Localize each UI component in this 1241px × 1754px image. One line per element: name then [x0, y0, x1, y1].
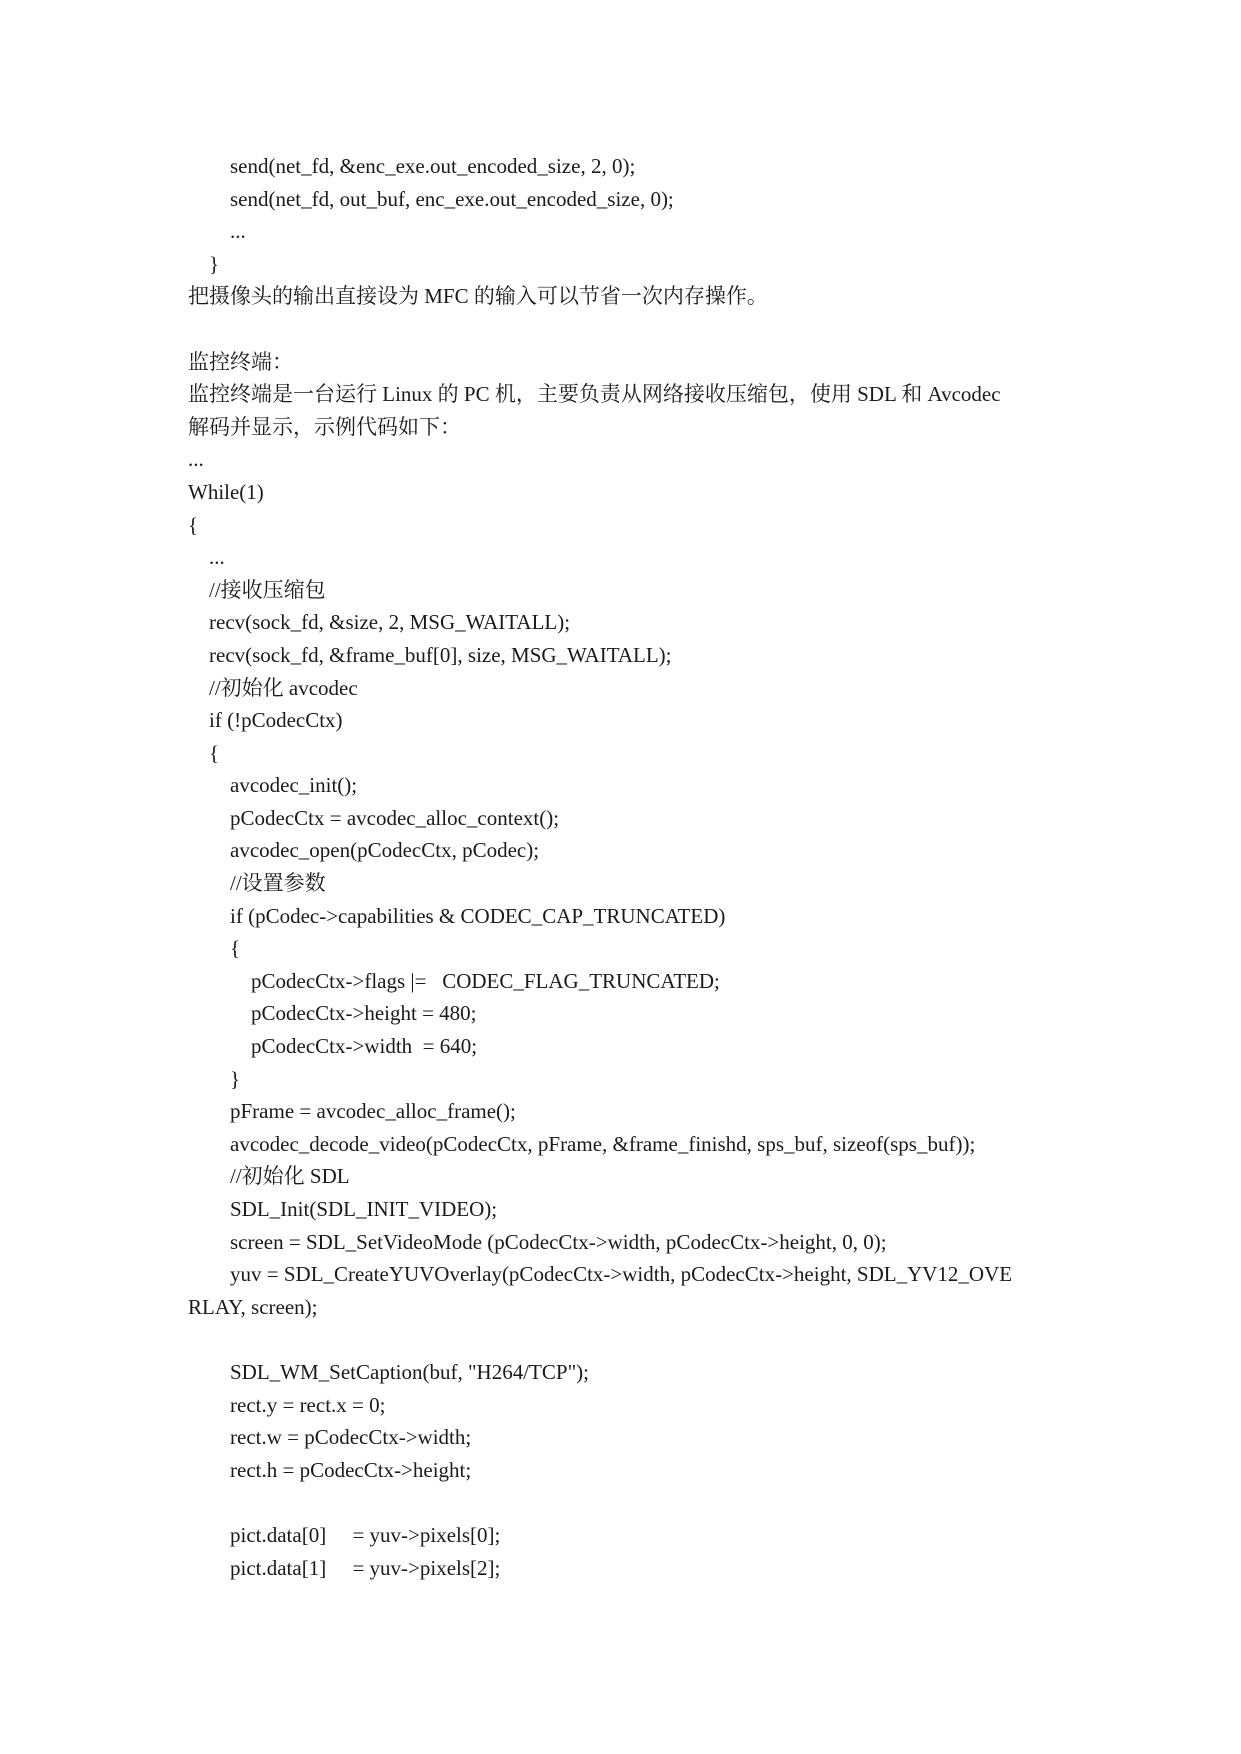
text-line: 把摄像头的输出直接设为 MFC 的输入可以节省一次内存操作。	[188, 284, 768, 309]
text-line: While(1)	[188, 479, 264, 504]
blank-line	[188, 1486, 1068, 1519]
text-line: {	[230, 936, 241, 961]
text-line: }	[209, 251, 220, 276]
text-line: ...	[209, 545, 225, 570]
text-line: pict.data[1] = yuv->pixels[2];	[230, 1555, 501, 1580]
text-line: //设置参数	[230, 871, 326, 896]
text-line: pCodecCtx = avcodec_alloc_context();	[230, 805, 560, 830]
text-line: //接收压缩包	[209, 577, 326, 602]
text-line: if (!pCodecCtx)	[209, 708, 343, 733]
text-line: screen = SDL_SetVideoMode (pCodecCtx->width, pCodecCtx->height, 0, 0);	[230, 1229, 887, 1254]
text-line: if (pCodec->capabilities & CODEC_CAP_TRUNCATED)	[230, 903, 726, 928]
text-line: SDL_Init(SDL_INIT_VIDEO);	[230, 1197, 498, 1221]
text-line: pCodecCtx->flags |= CODEC_FLAG_TRUNCATED;	[251, 968, 720, 993]
text-line: rect.h = pCodecCtx->height;	[230, 1457, 472, 1482]
text-line: ...	[230, 219, 246, 244]
blank-line	[188, 313, 1068, 346]
text-line: rect.w = pCodecCtx->width;	[230, 1425, 472, 1450]
text-line: recv(sock_fd, &frame_buf[0], size, MSG_WAITALL);	[209, 642, 672, 667]
text-line: pFrame = avcodec_alloc_frame();	[230, 1099, 516, 1124]
text-line: recv(sock_fd, &size, 2, MSG_WAITALL);	[209, 610, 571, 635]
text-line: SDL_WM_SetCaption(buf, "H264/TCP");	[230, 1359, 589, 1384]
blank-line	[188, 1323, 1068, 1356]
text-line: avcodec_init();	[230, 773, 358, 798]
text-line: }	[230, 1066, 241, 1091]
text-line: avcodec_decode_video(pCodecCtx, pFrame, &frame_finishd, sps_buf, sizeof(sps_buf));	[230, 1131, 976, 1156]
document-body	[188, 150, 1068, 1584]
text-line: pCodecCtx->height = 480;	[251, 1001, 477, 1026]
text-line: rect.y = rect.x = 0;	[230, 1392, 386, 1417]
text-line: //初始化 SDL	[230, 1164, 350, 1189]
text-line: //初始化 avcodec	[209, 675, 358, 700]
text-line: {	[188, 512, 199, 537]
text-line: 监控终端是一台运行 Linux 的 PC 机，主要负责从网络接收压缩包，使用 SDL 和 Avcodec	[188, 382, 1001, 407]
text-line: avcodec_open(pCodecCtx, pCodec);	[230, 838, 540, 863]
text-line: 监控终端：	[188, 349, 293, 374]
text-line: yuv = SDL_CreateYUVOverlay(pCodecCtx->width, pCodecCtx->height, SDL_YV12_OVE	[230, 1262, 1013, 1287]
text-line: ...	[188, 447, 204, 472]
text-line: pCodecCtx->width = 640;	[251, 1034, 478, 1059]
text-line: {	[209, 740, 220, 765]
text-line: pict.data[0] = yuv->pixels[0];	[230, 1522, 501, 1547]
text-line: RLAY, screen);	[188, 1294, 318, 1319]
text-line: send(net_fd, &enc_exe.out_encoded_size, 2, 0);	[230, 154, 636, 178]
text-line: send(net_fd, out_buf, enc_exe.out_encoded_size, 0);	[230, 186, 674, 211]
text-line: 解码并显示，示例代码如下：	[188, 414, 461, 439]
